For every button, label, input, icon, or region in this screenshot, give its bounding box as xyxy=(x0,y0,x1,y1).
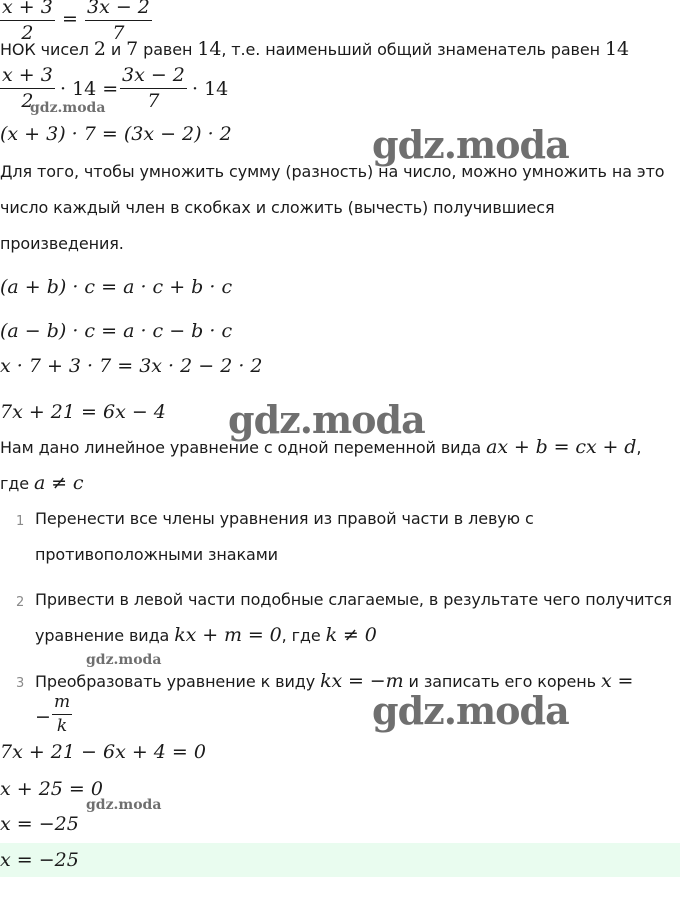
equation-line-4: (x + 3) · 7 = (3x − 2) · 2 xyxy=(0,123,232,145)
formula-diff: (a − b) · c = a · c − b · c xyxy=(0,320,233,342)
answer-box xyxy=(0,843,680,877)
step-3-line-1: Преобразовать уравнение к виду kx = −m и записать его корень x = xyxy=(35,670,634,692)
solution-step-2: x + 25 = 0 xyxy=(0,778,103,800)
fraction-numerator: x + 3 xyxy=(2,0,53,18)
fraction-left-2: x + 3 2 xyxy=(2,64,53,112)
minus-sign: − xyxy=(35,706,51,728)
watermark: gdz.moda xyxy=(372,688,569,733)
rule-line-2: число каждый член в скобках и сложить (вычесть) получившиеся xyxy=(0,198,555,217)
fraction-right-2: 3x − 2 7 xyxy=(122,64,185,112)
step-1-line-2: противоположными знаками xyxy=(35,545,278,564)
linear-description: Нам дано линейное уравнение с одной переменной вида ax + b = cx + d, xyxy=(0,436,642,458)
formula-sum: (a + b) · c = a · c + b · c xyxy=(0,276,233,298)
multiply-14: · 14 = xyxy=(60,78,119,100)
expanded-equation: x · 7 + 3 · 7 = 3x · 2 − 2 · 2 xyxy=(0,355,263,377)
multiply-14-right: · 14 xyxy=(192,78,229,100)
step-number: 2 xyxy=(16,595,25,610)
nok-line: НОК чисел 2 и 7 равен 14, т.е. наименьший общий знаменатель равен 14 xyxy=(0,38,629,60)
watermark: gdz.moda xyxy=(86,652,162,668)
watermark: gdz.moda xyxy=(228,397,425,442)
watermark: gdz.moda xyxy=(30,100,106,116)
fraction-denominator: 2 xyxy=(21,22,34,44)
solution-step-1: 7x + 21 − 6x + 4 = 0 xyxy=(0,741,206,763)
step-2-line-2: уравнение вида kx + m = 0, где k ≠ 0 xyxy=(35,624,377,646)
watermark: gdz.moda xyxy=(372,122,569,167)
step-2-line-1: Привести в левой части подобные слагаемые, в результате чего получится xyxy=(35,590,672,609)
step-number: 3 xyxy=(16,676,25,691)
equals-sign: = xyxy=(62,8,78,30)
step-1-line-1: Перенести все члены уравнения из правой части в левую с xyxy=(35,509,534,528)
fraction-right xyxy=(85,0,152,44)
simplified-equation: 7x + 21 = 6x − 4 xyxy=(0,401,166,423)
rule-line-1: Для того, чтобы умножить сумму (разность) на число, можно умножить на это xyxy=(0,162,665,181)
linear-condition: где a ≠ c xyxy=(0,472,84,494)
fraction-numerator: 3x − 2 xyxy=(87,0,150,18)
step-number: 1 xyxy=(16,514,25,529)
rule-line-3: произведения. xyxy=(0,234,124,253)
fraction-left xyxy=(0,0,55,44)
watermark: gdz.moda xyxy=(86,797,162,813)
solution-step-3: x = −25 xyxy=(0,813,79,835)
fraction-denominator: 7 xyxy=(112,22,125,44)
fraction-m-over-k: m k xyxy=(54,692,71,736)
answer-value: x = −25 xyxy=(0,849,79,871)
